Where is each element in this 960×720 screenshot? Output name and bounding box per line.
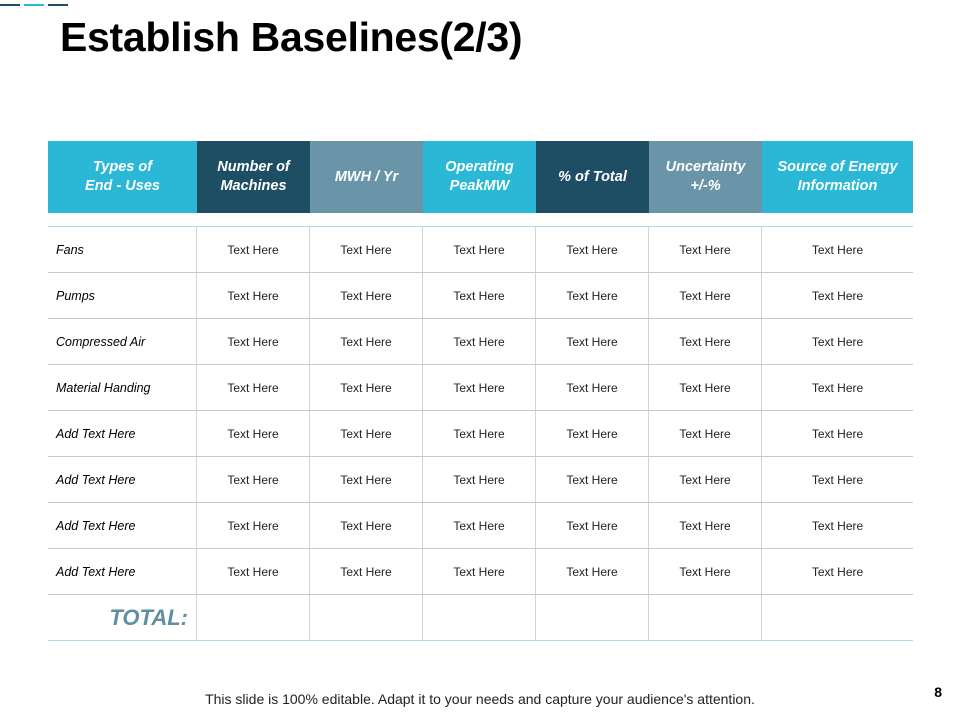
table-row	[48, 273, 913, 319]
header-cell-end-uses: Types of End - Uses	[48, 141, 197, 213]
accent-bar	[0, 4, 20, 6]
table-cell: Text Here	[197, 549, 310, 594]
table-cell: Text Here	[423, 365, 536, 410]
row-label: Add Text Here	[48, 503, 197, 548]
table-cell: Text Here	[197, 273, 310, 318]
table-cell: Text Here	[310, 457, 423, 502]
table-cell: Text Here	[310, 411, 423, 456]
table-cell: Text Here	[649, 365, 762, 410]
table-cell: Text Here	[536, 365, 649, 410]
table-cell: Text Here	[649, 227, 762, 272]
slide-title: Establish Baselines(2/3)	[60, 14, 523, 60]
table-cell: Text Here	[811, 242, 864, 257]
table-cell: Text Here	[536, 549, 649, 594]
table-cell: Text Here	[310, 273, 423, 318]
row-label: Material Handing	[48, 365, 197, 410]
table-cell: Text Here	[536, 319, 649, 364]
row-label: Add Text Here	[48, 411, 197, 456]
row-label: Add Text Here	[48, 457, 197, 502]
table-row	[48, 457, 913, 503]
header-cell-peak: Operating PeakMW	[423, 141, 536, 213]
table-cell: Text Here	[197, 319, 310, 364]
total-cell	[197, 595, 310, 640]
total-cell	[310, 595, 423, 640]
total-cell	[649, 595, 762, 640]
table-cell: Text Here	[197, 365, 310, 410]
accent-bar	[24, 4, 44, 6]
footer-note: This slide is 100% editable. Adapt it to your needs and capture your audience's attention.	[205, 691, 755, 707]
table-row	[48, 227, 913, 273]
table-cell: Text Here	[310, 319, 423, 364]
table-cell: Text Here	[197, 503, 310, 548]
table-header-row	[48, 141, 913, 213]
table-cell: Text Here	[197, 227, 310, 272]
table-cell: Text Here	[310, 365, 423, 410]
table-row	[48, 503, 913, 549]
table-cell: Text Here	[197, 411, 310, 456]
header-cell-percent: % of Total	[536, 141, 649, 213]
table-cell: Text Here	[811, 518, 864, 533]
table-cell: Text Here	[811, 472, 864, 487]
table-row	[48, 411, 913, 457]
table-cell: Text Here	[649, 503, 762, 548]
table-cell: Text Here	[811, 288, 864, 303]
total-label: TOTAL:	[48, 595, 197, 640]
table-cell: Text Here	[310, 549, 423, 594]
table-cell: Text Here	[423, 549, 536, 594]
baselines-table	[48, 141, 913, 641]
table-cell: Text Here	[649, 319, 762, 364]
row-label: Compressed Air	[48, 319, 197, 364]
row-label: Pumps	[48, 273, 197, 318]
table-cell: Text Here	[310, 503, 423, 548]
accent-bar	[48, 4, 68, 6]
header-cell-source: Source of Energy Information	[762, 141, 913, 213]
total-cell	[536, 595, 649, 640]
table-cell: Text Here	[423, 457, 536, 502]
table-cell: Text Here	[197, 457, 310, 502]
table-cell: Text Here	[310, 227, 423, 272]
table-spacer	[48, 213, 913, 227]
table-cell: Text Here	[649, 549, 762, 594]
row-label: Add Text Here	[48, 549, 197, 594]
table-cell: Text Here	[536, 503, 649, 548]
total-cell	[762, 595, 913, 640]
table-body	[48, 227, 913, 595]
total-cell	[423, 595, 536, 640]
header-cell-machines: Number of Machines	[197, 141, 310, 213]
table-cell: Text Here	[811, 380, 864, 395]
table-row	[48, 365, 913, 411]
table-cell: Text Here	[811, 564, 864, 579]
table-cell: Text Here	[649, 457, 762, 502]
row-label: Fans	[48, 227, 197, 272]
table-cell: Text Here	[536, 457, 649, 502]
table-cell: Text Here	[423, 227, 536, 272]
table-cell: Text Here	[423, 503, 536, 548]
table-row	[48, 319, 913, 365]
table-cell: Text Here	[423, 273, 536, 318]
table-cell: Text Here	[811, 334, 864, 349]
header-cell-mwh: MWH / Yr	[310, 141, 423, 213]
table-cell: Text Here	[649, 273, 762, 318]
total-row	[48, 595, 913, 641]
table-cell: Text Here	[536, 411, 649, 456]
page-number: 8	[934, 684, 942, 700]
table-row	[48, 549, 913, 595]
table-cell: Text Here	[536, 227, 649, 272]
table-cell: Text Here	[423, 411, 536, 456]
table-cell: Text Here	[811, 426, 864, 441]
header-cell-uncertainty: Uncertainty +/-%	[649, 141, 762, 213]
table-cell: Text Here	[536, 273, 649, 318]
table-cell: Text Here	[423, 319, 536, 364]
table-cell: Text Here	[649, 411, 762, 456]
